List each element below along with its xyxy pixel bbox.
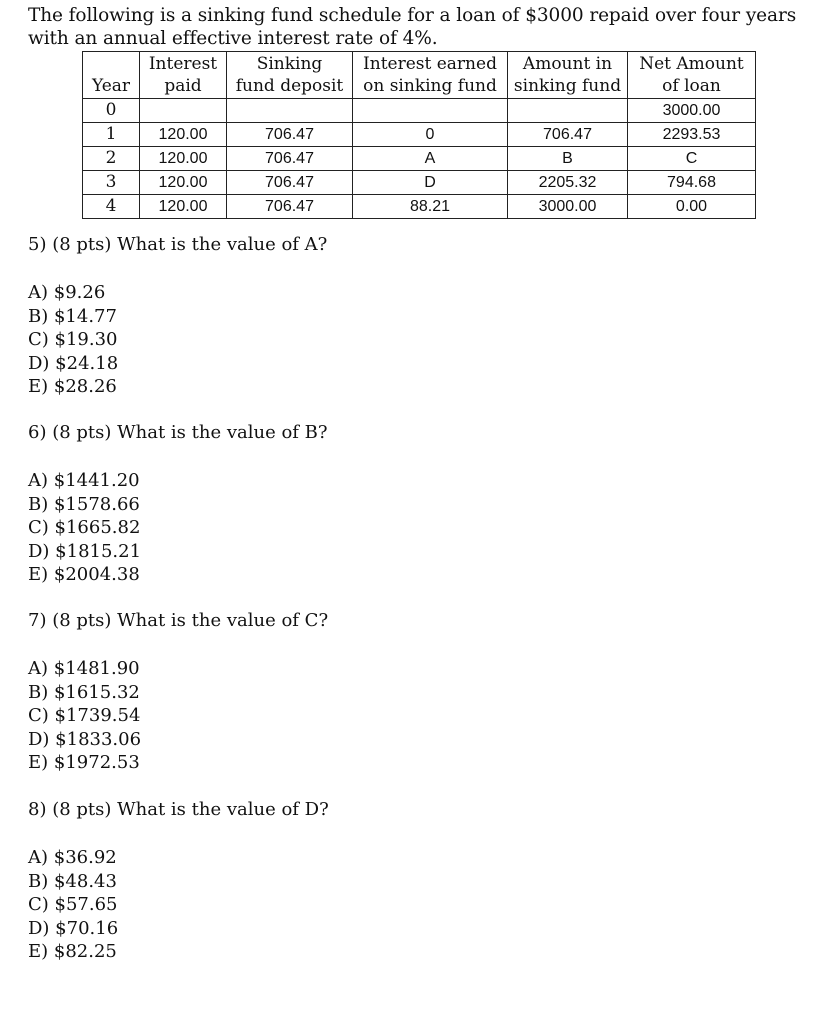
option-e[interactable]: E) $1972.53 [28,752,140,773]
table-row [83,123,756,147]
table-header-row [83,52,756,99]
table-cell [140,99,227,123]
table-cell: 120.00 [140,171,227,195]
table-cell: 3000.00 [508,195,628,219]
table-row [83,195,756,219]
option-a[interactable]: A) $1441.20 [28,470,140,491]
question-6-prompt: 6) (8 pts) What is the value of B? [28,422,328,443]
table-cell: 0.00 [628,195,756,219]
table-cell: 706.47 [227,147,353,171]
question-7-prompt: 7) (8 pts) What is the value of C? [28,610,329,631]
table-cell: 0 [353,123,508,147]
table-row [83,171,756,195]
table-cell: 706.47 [508,123,628,147]
table-cell: 706.47 [227,171,353,195]
problem-intro: The following is a sinking fund schedule for a loan of $3000 repaid over four years with an annual effective interest rate of 4%. [28,5,797,49]
question-8-prompt: 8) (8 pts) What is the value of D? [28,799,329,820]
table-cell-unknown-a: A [353,147,508,171]
option-b[interactable]: B) $1615.32 [28,681,140,703]
table-cell [227,99,353,123]
option-b[interactable]: B) $14.77 [28,305,117,327]
table-cell: 706.47 [227,195,353,219]
question-6-options [28,469,141,587]
option-e[interactable]: E) $2004.38 [28,564,140,585]
header-year: Year [83,52,140,99]
option-c[interactable]: C) $1739.54 [28,705,141,726]
option-c[interactable]: C) $19.30 [28,329,118,350]
table-cell: 88.21 [353,195,508,219]
table-cell: 3 [83,171,140,195]
header-net-amount: Net Amount of loan [628,52,756,99]
table-row [83,99,756,123]
header-interest-earned: Interest earned on sinking fund [353,52,508,99]
table-cell [508,99,628,123]
table-cell: 3000.00 [628,99,756,123]
option-a[interactable]: A) $36.92 [28,847,117,868]
table-cell: 2205.32 [508,171,628,195]
option-d[interactable]: D) $24.18 [28,352,119,374]
table-cell-unknown-d: D [353,171,508,195]
table-cell-unknown-b: B [508,147,628,171]
header-sinking-fund-deposit: Sinking fund deposit [227,52,353,99]
option-d[interactable]: D) $70.16 [28,917,119,939]
table-cell: 4 [83,195,140,219]
table-cell: 120.00 [140,123,227,147]
question-7-options [28,657,141,775]
question-5-prompt: 5) (8 pts) What is the value of A? [28,234,328,255]
table-cell: 2293.53 [628,123,756,147]
option-d[interactable]: D) $1815.21 [28,540,142,562]
table-cell: 794.68 [628,171,756,195]
table-cell: 706.47 [227,123,353,147]
table-cell: 2 [83,147,140,171]
option-c[interactable]: C) $57.65 [28,894,118,915]
table-cell: 1 [83,123,140,147]
option-e[interactable]: E) $28.26 [28,376,117,397]
table-cell: 120.00 [140,195,227,219]
option-b[interactable]: B) $48.43 [28,870,117,892]
table-cell: 120.00 [140,147,227,171]
option-e[interactable]: E) $82.25 [28,941,117,962]
option-d[interactable]: D) $1833.06 [28,728,142,750]
table-cell: 0 [83,99,140,123]
table-row [83,147,756,171]
sinking-fund-table [82,51,756,219]
header-amount-in-fund: Amount in sinking fund [508,52,628,99]
option-c[interactable]: C) $1665.82 [28,517,141,538]
table-cell [353,99,508,123]
table-cell-unknown-c: C [628,147,756,171]
option-a[interactable]: A) $1481.90 [28,658,140,679]
option-b[interactable]: B) $1578.66 [28,493,140,515]
question-5-options [28,281,118,399]
option-a[interactable]: A) $9.26 [28,282,106,303]
question-8-options [28,846,118,964]
header-interest-paid: Interest paid [140,52,227,99]
